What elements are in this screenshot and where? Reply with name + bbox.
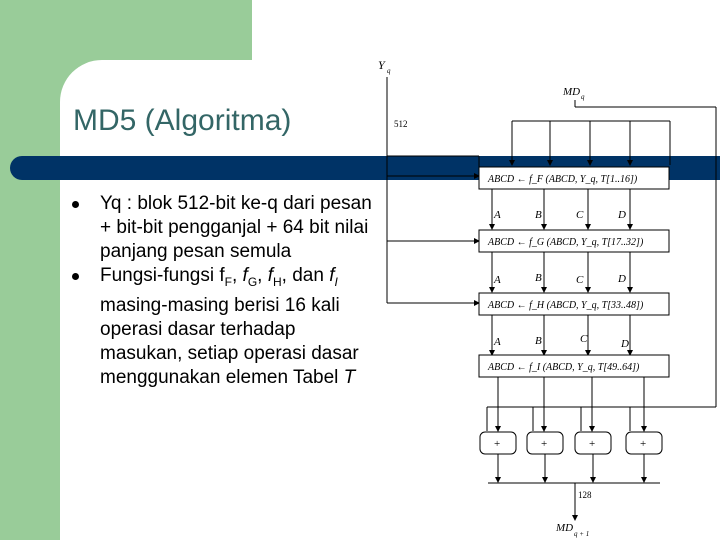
bullet-item-1 [72, 192, 372, 264]
svg-text:D: D [618, 209, 626, 221]
svg-text:+: + [541, 438, 548, 450]
slide-title: MD5 (Algoritma) [73, 104, 292, 137]
svg-text:A: A [494, 209, 501, 221]
svg-text:B: B [535, 209, 542, 221]
round-text-1: ABCD ← f_F (ABCD, Y_q, T[1..16]) [488, 174, 638, 185]
bullet-dot-icon [72, 273, 79, 280]
bullet-text-2: Fungsi-fungsi $f_F$, $f_G$, $f_H$, dan $f_I$ masing-masing berisi 16 kali operasi dasar terhadap masukan, setiap operasi dasar menggunakan elemen Tabel T [100, 265, 359, 388]
round-text-4: ABCD ← f_I (ABCD, Y_q, T[49..64]) [488, 362, 640, 373]
svg-text:D: D [621, 338, 629, 350]
svg-text:A: A [494, 336, 501, 348]
md5-diagram [370, 55, 720, 540]
round-text-3: ABCD ← f_H (ABCD, Y_q, T[33..48]) [488, 300, 644, 311]
mdq1-label: MD [556, 522, 574, 534]
mdq1-sub: q + 1 [574, 530, 590, 538]
round-text-2: ABCD ← f_G (ABCD, Y_q, T[17..32]) [488, 237, 644, 248]
svg-text:B: B [535, 335, 542, 347]
svg-text:C: C [580, 333, 588, 345]
yq-label: Y [378, 58, 385, 72]
bullet-item-2 [72, 264, 372, 390]
yq-sub: q [387, 67, 391, 75]
svg-text:A: A [494, 274, 501, 286]
bits-128-label: 128 [578, 490, 592, 500]
svg-text:+: + [494, 438, 501, 450]
mdq-sub: q [581, 93, 585, 101]
bits-512-label: 512 [394, 119, 408, 129]
mdq-label: MD [563, 86, 581, 98]
svg-text:+: + [640, 438, 647, 450]
bullet-dot-icon [72, 201, 79, 208]
svg-text:+: + [589, 438, 596, 450]
svg-text:C: C [576, 274, 584, 286]
bullet-list [72, 192, 372, 390]
svg-text:C: C [576, 209, 584, 221]
svg-text:B: B [535, 272, 542, 284]
svg-text:D: D [618, 273, 626, 285]
bullet-text-1: Yq : blok 512-bit ke-q dari pesan + bit-bit pengganjal + 64 bit nilai panjang pesan semula [100, 193, 372, 262]
